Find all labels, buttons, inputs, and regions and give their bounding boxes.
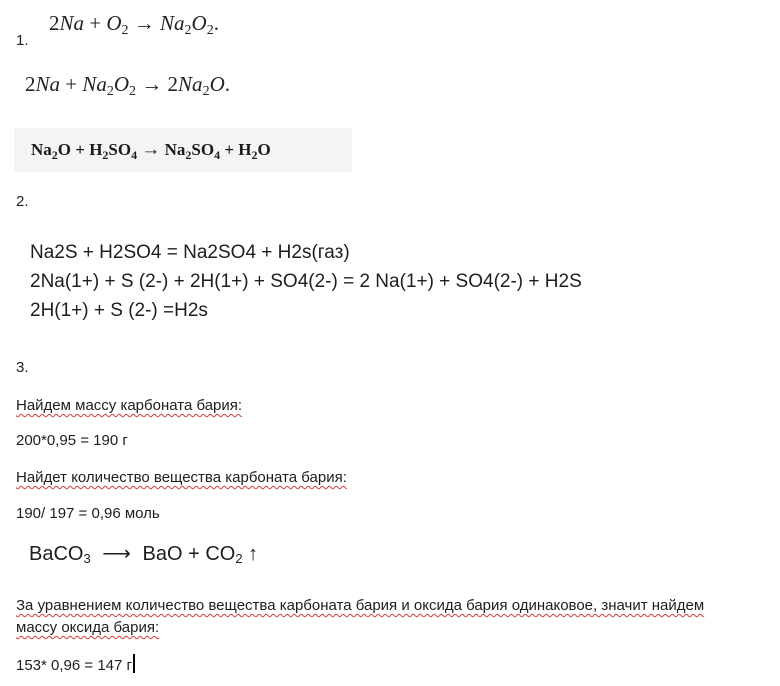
conclusion-line-2: массу оксида бария: [16,619,160,636]
final-calculation[interactable]: 153* 0,96 = 147 г [16,654,135,674]
equation-sulfate: $Na_2O + H_2SO_4 \to Na_2SO_4 + H_2O$ [31,139,271,162]
find-amount-label: Найдет количество вещества карбоната бария: [16,469,347,486]
equation-box-sulfate [14,128,352,172]
full-ionic-equation: 2Na(1+) + S (2-) + 2H(1+) + SO4(2-) = 2 Na(1+) + SO4(2-) + H2S [30,271,582,292]
section-2-number: 2. [16,193,29,210]
equation-sodium-oxide: $2Na + Na_2O_2 \to 2Na_2O$. [25,72,230,99]
conclusion-line-1: За уравнением количество вещества карбоната бария и оксида бария одинаковое, значит найдем [16,597,705,614]
section-3-number: 3. [16,359,29,376]
barium-carbonate-decomposition: BaCO$_3$ ⟶ BaO + $CO_2$ ↑ [29,543,259,566]
text-cursor [133,654,135,673]
equation-sodium-peroxide: $2Na + O_2 \to Na_2O_2$. [49,11,219,38]
find-mass-label: Найдем массу карбоната бария: [16,397,243,414]
short-ionic-equation: 2H(1+) + S (2-) =H2s [30,300,208,321]
amount-calculation: 190/ 197 = 0,96 моль [16,505,160,522]
molecular-equation: Na2S + H2SO4 = Na2SO4 + H2s(газ) [30,242,350,263]
section-1-number: 1. [16,32,29,49]
mass-calculation: 200*0,95 = 190 г [16,432,128,449]
